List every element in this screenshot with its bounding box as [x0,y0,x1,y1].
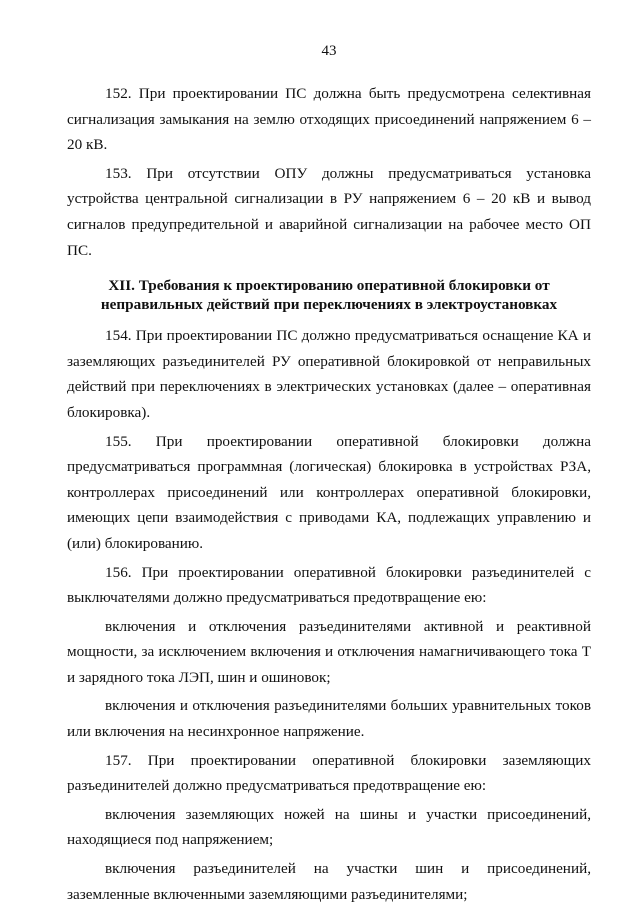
paragraph-153: 153. При отсутствии ОПУ должны предусматриваться установка устройства центральной сигнализации в РУ напряжением 6 – 20 кВ и вывод сигналов предупредительной и аварийной сигнализации на рабочее место ОП ПС. [67,164,591,259]
section-heading [67,276,591,314]
paragraph-156-item-1: включения и отключения разъединителями активной и реактивной мощности, за исключением включения и отключения намагничивающего тока Т и зарядного тока ЛЭП, шин и ошиновок; [67,617,591,686]
section-heading-line-2: неправильных действий при переключениях в электроустановках [100,296,558,314]
section-heading-line-1: XII. Требования к проектированию оперативной блокировки от [108,277,550,295]
paragraph-156: 156. При проектировании оперативной блокировки разъединителей с выключателями должно предусматриваться предотвращение ею: [67,563,591,607]
page-number: 43 [321,43,337,59]
paragraph-157-item-1: включения заземляющих ножей на шины и участки присоединений, находящиеся под напряжением; [67,805,591,849]
paragraph-156-item-2: включения и отключения разъединителями больших уравнительных токов или включения на несинхронное напряжение. [67,697,591,741]
paragraph-155: 155. При проектировании оперативной блокировки должна предусматриваться программная (логическая) блокировка в устройствах РЗА, контроллерах присоединений или контроллерах оперативной блокировки, имеющих цепи взаимодействия с приводами КА, подлежащих управлению и (или) блокированию. [67,432,591,552]
paragraph-157-item-2: включения разъединителей на участки шин и присоединений, заземленные включенными заземляющими разъединителями; [67,860,591,903]
paragraph-152: 152. При проектировании ПС должна быть предусмотрена селективная сигнализация замыкания на землю отходящих присоединений напряжением 6 – 20 кВ. [67,85,591,154]
paragraph-157: 157. При проектировании оперативной блокировки заземляющих разъединителей должно предусматриваться предотвращение ею: [67,751,591,795]
paragraph-154: 154. При проектировании ПС должно предусматриваться оснащение КА и заземляющих разъединителей РУ оперативной блокировкой от неправильных действий при переключениях в электрических установках (далее – оперативная блокировка). [67,327,591,421]
